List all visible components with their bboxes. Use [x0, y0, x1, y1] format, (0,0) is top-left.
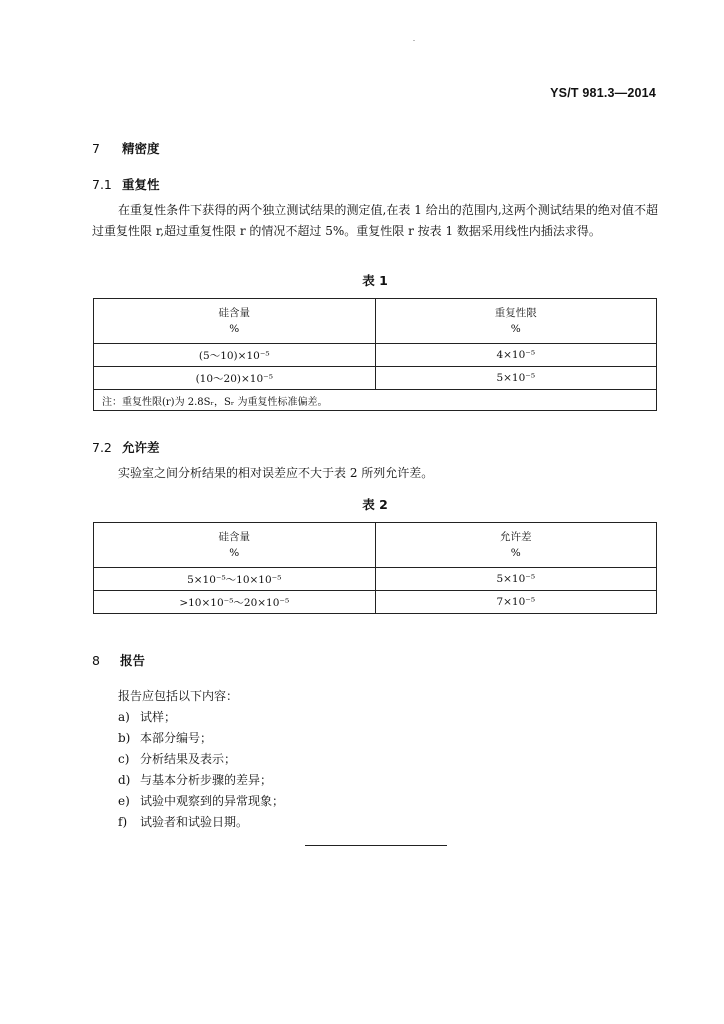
table-1-caption: 表 1	[362, 273, 388, 288]
column-title: 硅含量	[218, 531, 250, 543]
header-cell-silicon	[94, 523, 376, 568]
section-7-2-heading	[92, 438, 160, 456]
list-text: 试验者和试验日期。	[140, 815, 249, 829]
list-text: 与基本分析步骤的差异；	[140, 773, 273, 787]
end-rule	[305, 845, 447, 846]
limit-cell: 5×10⁻⁵	[375, 568, 657, 591]
section-number: 8	[92, 653, 100, 668]
limit-cell: 4×10⁻⁵	[375, 344, 657, 367]
section-title: 重复性	[122, 177, 160, 192]
table-row	[94, 344, 657, 367]
list-text: 分析结果及表示；	[140, 752, 237, 766]
table-2-caption: 表 2	[362, 497, 388, 512]
header-cell-allowable	[375, 523, 657, 568]
list-label: d)	[118, 773, 131, 787]
section-7-1-heading	[92, 175, 160, 193]
list-label: e)	[118, 794, 130, 808]
repeatability-paragraph: 在重复性条件下获得的两个独立测试结果的测定值,在表 1 给出的范围内,这两个测试结果的绝对值不超过重复性限 r,超过重复性限 r 的情况不超过 5%。重复性限 r 按表 1 数据采用线性内插法求得。	[92, 203, 658, 238]
table-row	[94, 568, 657, 591]
range-cell: (5～10)×10⁻⁵	[94, 344, 376, 367]
table-row	[94, 367, 657, 390]
table-1	[93, 298, 657, 411]
list-label: a)	[118, 710, 130, 724]
table-note-row	[94, 390, 657, 411]
column-title: 重复性限	[494, 307, 537, 319]
list-text: 本部分编号；	[140, 731, 213, 745]
list-item	[118, 771, 272, 788]
list-label: b)	[118, 731, 131, 745]
section-title: 精密度	[122, 141, 160, 156]
section-title: 允许差	[122, 440, 160, 455]
report-intro: 报告应包括以下内容：	[118, 689, 239, 703]
list-text: 试验中观察到的异常现象；	[140, 794, 285, 808]
limit-cell: 5×10⁻⁵	[375, 367, 657, 390]
list-label: f)	[118, 815, 128, 829]
table-note: 注：重复性限(r)为 2.8Sᵣ，Sᵣ 为重复性标准偏差。	[94, 390, 657, 411]
header-cell-repeatability	[375, 299, 657, 344]
column-unit: %	[229, 323, 240, 335]
column-unit: %	[510, 323, 521, 335]
header-cell-silicon	[94, 299, 376, 344]
list-label: c)	[118, 752, 130, 766]
table-header-row	[94, 523, 657, 568]
section-number: 7.1	[92, 177, 112, 192]
column-title: 硅含量	[218, 307, 250, 319]
list-item	[118, 708, 176, 725]
limit-cell: 7×10⁻⁵	[375, 591, 657, 614]
allowable-difference-paragraph: 实验室之间分析结果的相对误差应不大于表 2 所列允许差。	[118, 466, 434, 480]
section-number: 7	[92, 141, 100, 156]
column-unit: %	[229, 547, 240, 559]
table-row	[94, 591, 657, 614]
section-number: 7.2	[92, 440, 112, 455]
section-title: 报告	[120, 653, 146, 668]
document-number: YS/T 981.3—2014	[550, 86, 656, 100]
column-unit: %	[510, 547, 521, 559]
range-cell: 5×10⁻⁵～10×10⁻⁵	[94, 568, 376, 591]
table-2	[93, 522, 657, 614]
range-cell: (10～20)×10⁻⁵	[94, 367, 376, 390]
list-text: 试样；	[140, 710, 177, 724]
scan-speck	[413, 40, 415, 41]
table-header-row	[94, 299, 657, 344]
section-7-heading	[92, 139, 160, 157]
list-item	[118, 813, 248, 830]
range-cell: >10×10⁻⁵～20×10⁻⁵	[94, 591, 376, 614]
section-8-heading	[92, 651, 145, 669]
column-title: 允许差	[500, 531, 532, 543]
list-item	[118, 792, 284, 809]
list-item	[118, 729, 212, 746]
list-item	[118, 750, 236, 767]
